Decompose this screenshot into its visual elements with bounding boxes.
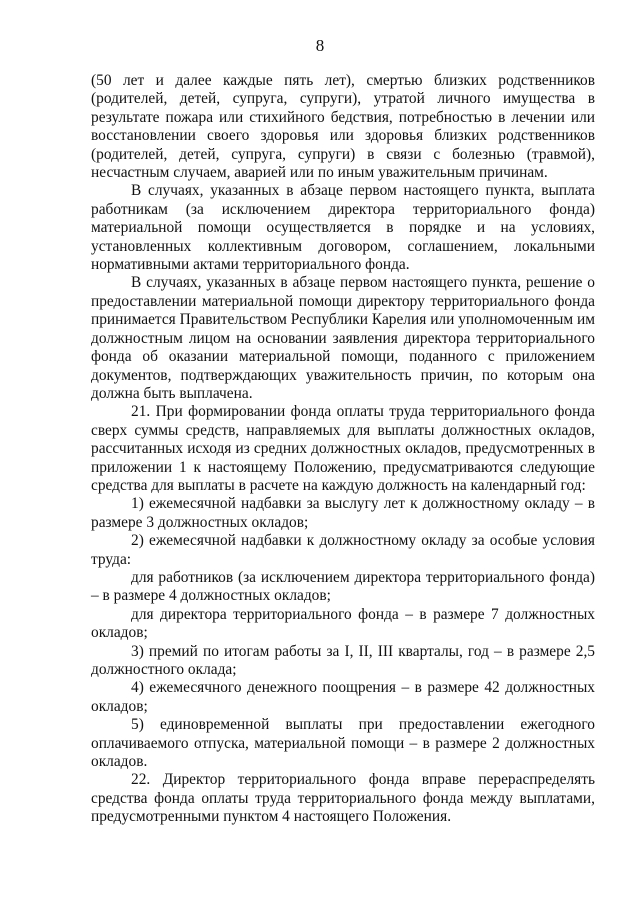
list-item-4: 4) ежемесячного денежного поощрения – в размере 42 должностных окладов; xyxy=(91,679,595,715)
list-item-3: 3) премий по итогам работы за I, II, III кварталы, год – в размере 2,5 должностного оклада; xyxy=(91,642,595,678)
paragraph-continuation: (50 лет и далее каждые пять лет), смертью близких родственников (родителей, детей, супруга, супруги), утратой личного имущества в результате пожара или стихийного бедствия, потребностью в лечении или восстановлении своего здоровья или здоровья близких родственников (родителей, детей, супруга, супруги) в связи с болезнью (травмой), несчастным случаем, аварией или по иным уважительным причинам. xyxy=(91,72,595,182)
list-item-2-workers: для работников (за исключением директора территориального фонда) – в размере 4 должностных окладов; xyxy=(91,568,595,605)
document-body xyxy=(91,72,595,827)
list-item-2-director: для директора территориального фонда – в размере 7 должностных окладов; xyxy=(91,605,595,642)
paragraph-material-aid-director: В случаях, указанных в абзаце первом настоящего пункта, решение о предоставлении материальной помощи директору территориального фонда принимается Правительством Республики Карелия или уполномоченным им должностным лицом на основании заявления директора территориального фонда об оказании материальной помощи, поданного с приложением документов, подтверждающих уважительность причин, по которым она должна быть выплачена. xyxy=(91,274,595,402)
list-item-1: 1) ежемесячной надбавки за выслугу лет к должностному окладу – в размере 3 должностных окладов; xyxy=(91,495,595,531)
page-number: 8 xyxy=(315,36,325,55)
paragraph-clause-21: 21. При формировании фонда оплаты труда территориального фонда сверх суммы средств, направляемых для выплаты должностных окладов, рассчитанных исходя из средних должностных окладов, предусмотренных в приложении 1 к настоящему Положению, предусматриваются следующие средства для выплаты в расчете на каждую должность на календарный год: xyxy=(91,403,595,494)
paragraph-clause-22: 22. Директор территориального фонда вправе перераспределять средства фонда оплаты труда территориального фонда между выплатами, предусмотренными пунктом 4 настоящего Положения. xyxy=(91,771,595,826)
list-item-2: 2) ежемесячной надбавки к должностному окладу за особые условия труда: xyxy=(91,532,595,568)
list-item-5: 5) единовременной выплаты при предоставлении ежегодного оплачиваемого отпуска, материальной помощи – в размере 2 должностных окладов. xyxy=(91,716,595,771)
paragraph-material-aid-workers: В случаях, указанных в абзаце первом настоящего пункта, выплата работникам (за исключением директора территориального фонда) материальной помощи осуществляется в порядке и на условиях, установленных коллективным договором, соглашением, локальными нормативными актами территориального фонда. xyxy=(91,182,595,274)
